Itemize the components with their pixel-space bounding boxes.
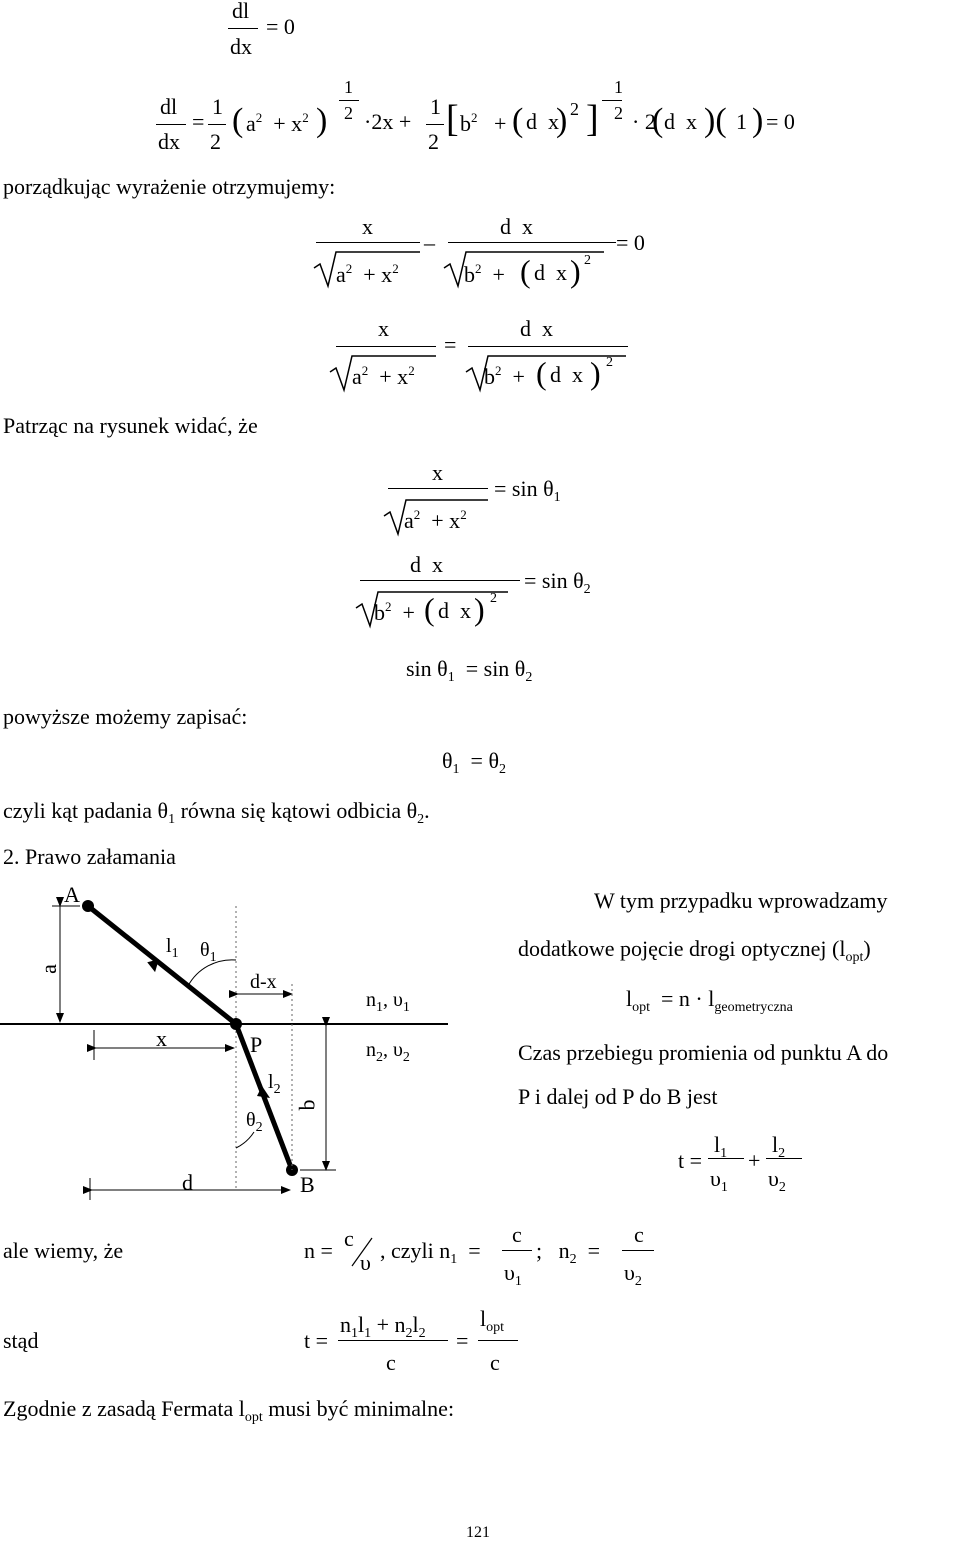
label-A: A [64,882,80,907]
label-d-minus-x: d-x [250,971,277,993]
text-patrzac: Patrząc na rysunek widać, że [3,413,258,438]
text-w-tym: W tym przypadku wprowadzamy [594,888,888,913]
label-d: d [182,1170,193,1195]
text-ale-wiemy: ale wiemy, że [3,1238,124,1263]
text-stad: stąd [3,1328,39,1353]
text-powyzsze: powyższe możemy zapisać: [3,704,248,729]
label-n1-v1: $n_1$, $\upsilon_1$ [366,989,410,1015]
label-theta1: $\theta_1$ [200,939,217,965]
label-theta2: $\theta_2$ [246,1109,263,1135]
label-a: a [35,964,61,974]
text-zgodnie: Zgodnie z zasadą Fermata $l_{opt}$ musi być minimalne: [3,1396,455,1425]
eq1-rhs: = 0 [266,14,295,39]
label-l2: $l_2$ [268,1071,281,1097]
label-B: B [300,1172,315,1197]
text-porzadkujac: porządkując wyrażenie otrzymujemy: [3,174,336,199]
label-l1: $l_1$ [166,935,179,961]
page-number: 121 [466,1524,490,1541]
label-x: x [156,1026,167,1051]
eq-lopt: $l_{opt} = n \cdot l_{geometryczna}$ [626,986,793,1015]
label-n2-v2: $n_2$, $\upsilon_2$ [366,1039,410,1065]
eq8: $\theta_1 = \theta_2$ [442,748,506,777]
eq1-num: dl [232,0,250,23]
text-czas: Czas przebiegu promienia od punktu A do [518,1040,889,1065]
text-p-i-dalej: P i dalej od P do B jest [518,1084,718,1109]
text-czyli-kat: czyli kąt padania $\theta_1$ równa się kątowi odbicia $\theta_2$. [3,798,430,827]
section-heading: 2. Prawo załamania [3,844,176,869]
label-b: b [294,1099,320,1111]
eq1-den: dx [230,34,252,59]
text-dodatkowe: dodatkowe pojęcie drogi optycznej $(l_{opt})$ [518,936,871,965]
label-P: P [250,1032,263,1057]
eq7: $\sin \theta_1 = \sin \theta_2$ [406,656,533,685]
